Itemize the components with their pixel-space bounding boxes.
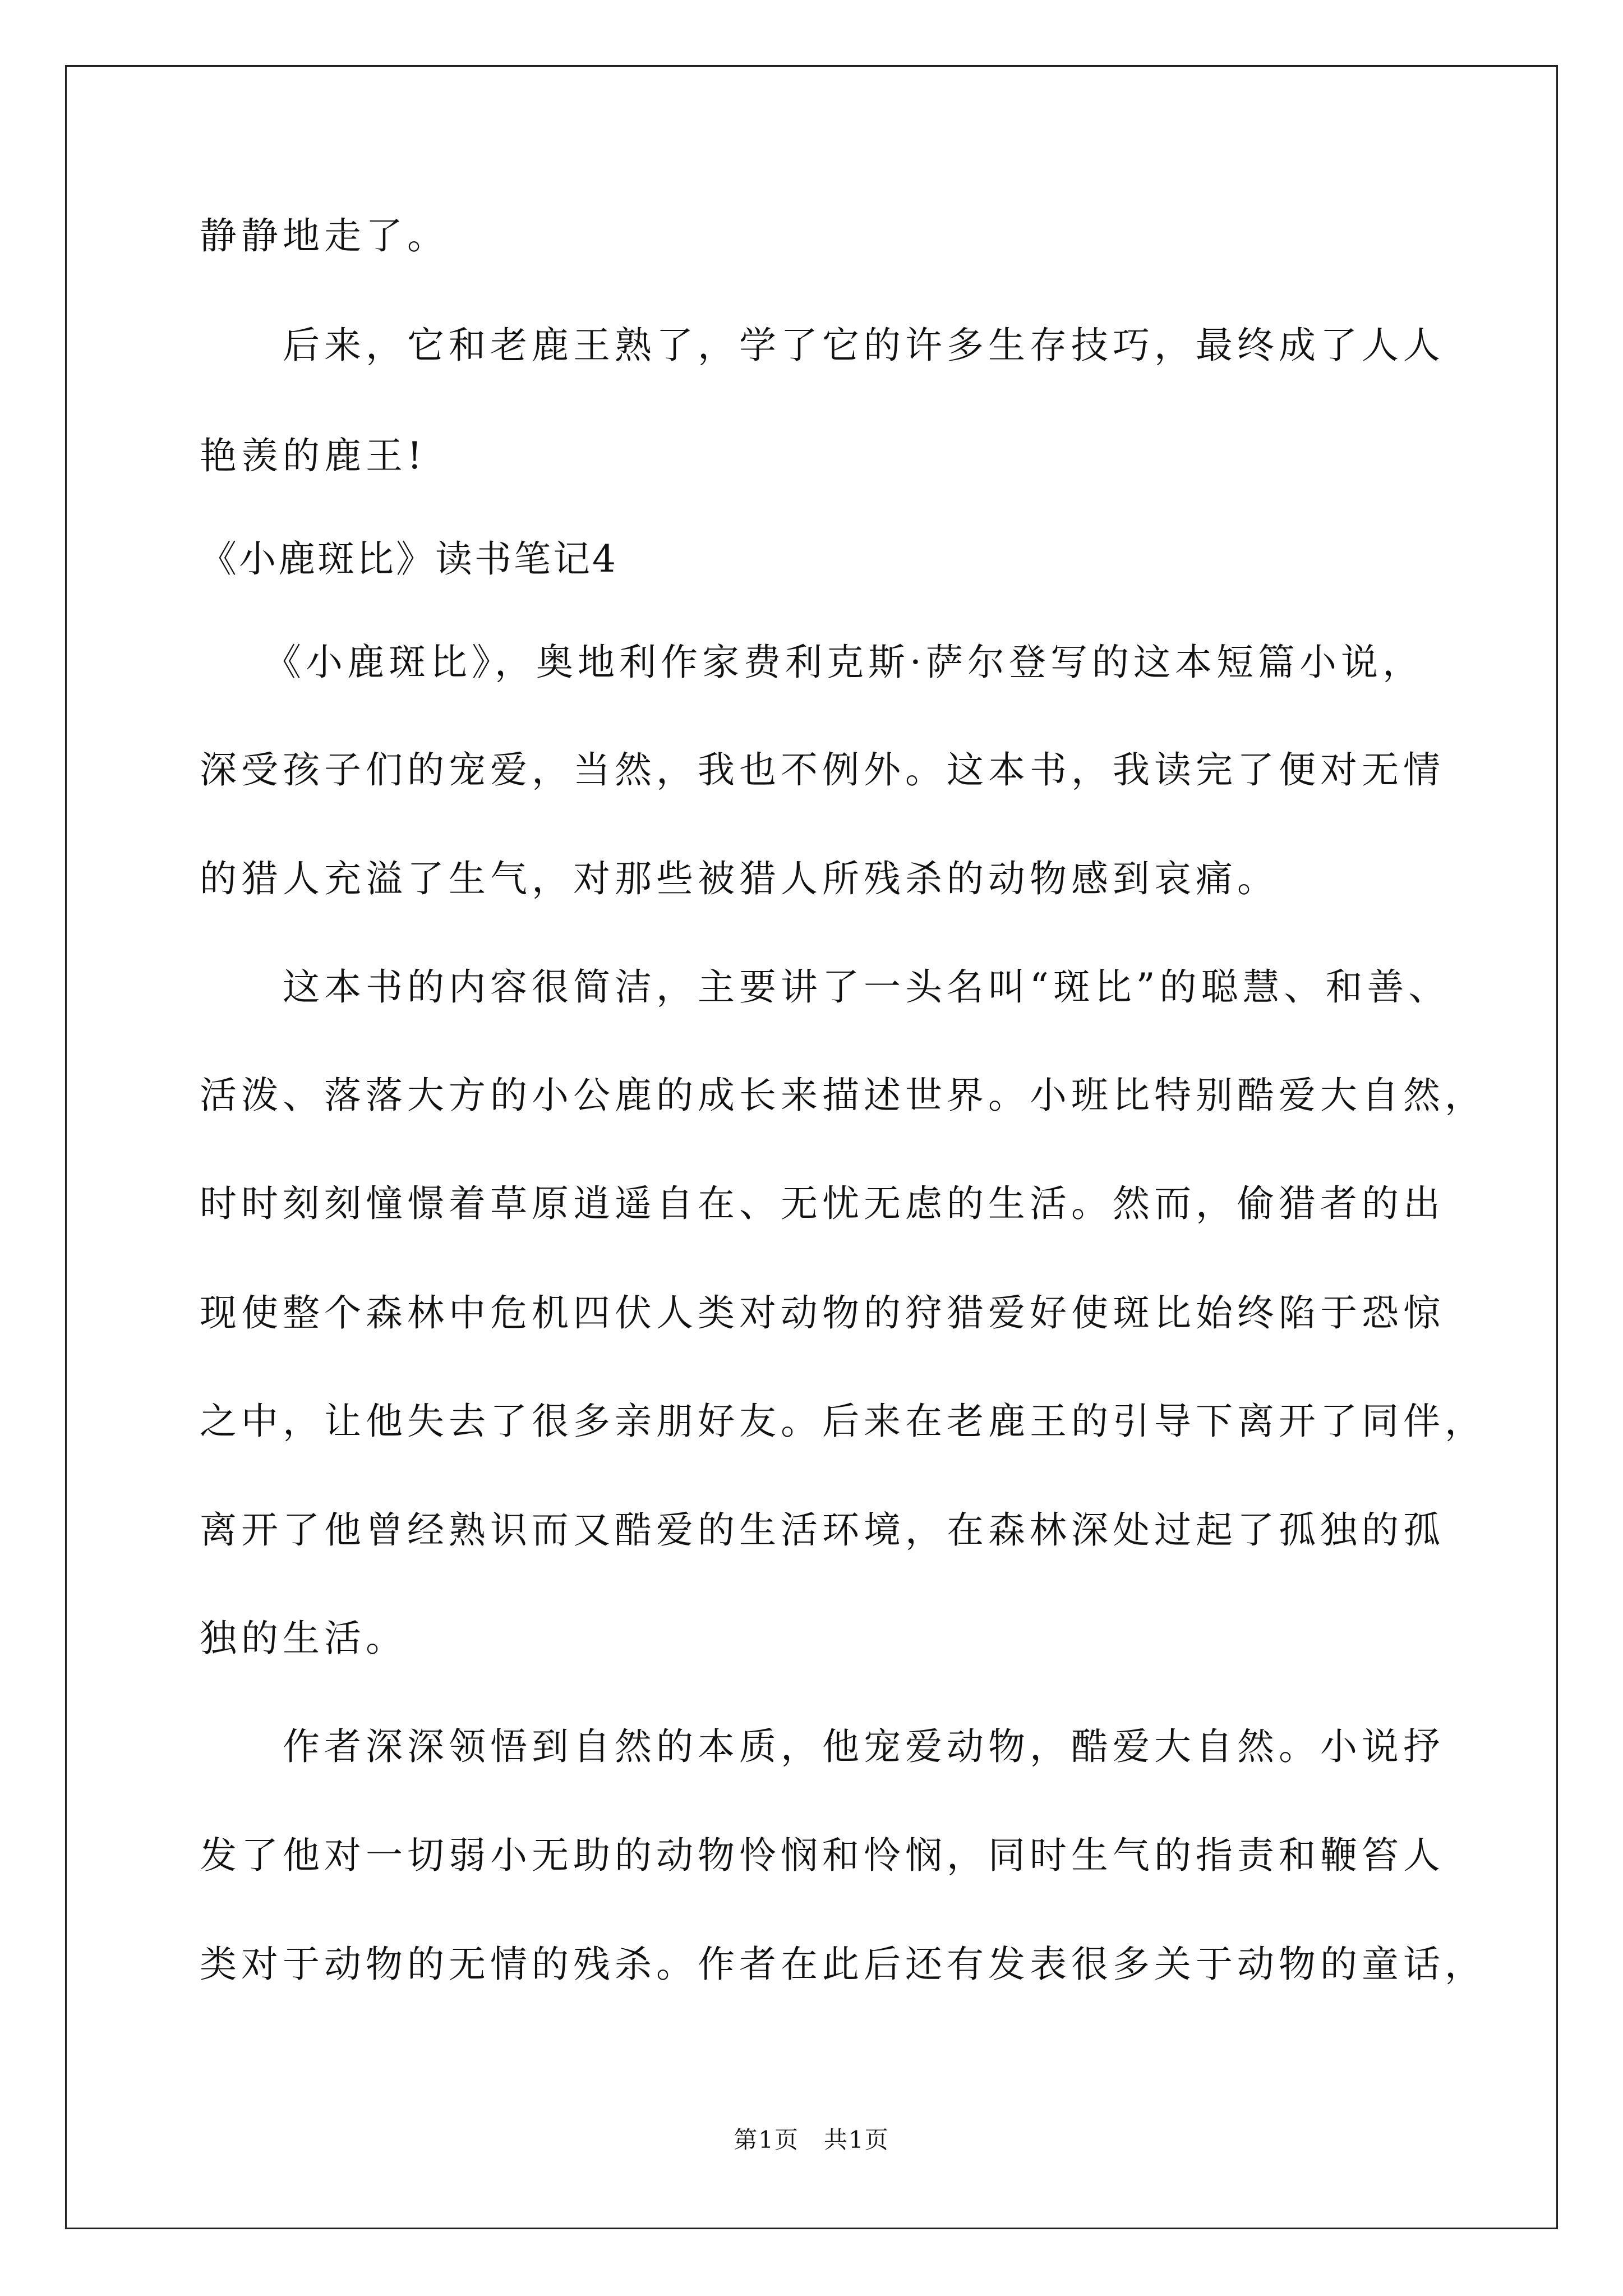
- paragraph-line: 艳羡的鹿王!: [200, 434, 427, 477]
- paragraph-line: 类对于动物的无情的残杀。作者在此后还有发表很多关于动物的童话，: [200, 1943, 1486, 1986]
- paragraph-line: 《小鹿斑比》，奥地利作家费利克斯·萨尔登写的这本短篇小说，: [200, 641, 1424, 684]
- paragraph-line: 之中，让他失去了很多亲朋好友。后来在老鹿王的引导下离开了同伴，: [200, 1400, 1486, 1443]
- paragraph-line: 这本书的内容很简洁，主要讲了一头名叫“斑比”的聪慧、和善、: [200, 965, 1450, 1009]
- paragraph-line: 离开了他曾经熟识而又酷爱的生活环境，在森林深处过起了孤独的孤: [200, 1508, 1445, 1552]
- paragraph-line: 静静地走了。: [200, 214, 449, 257]
- paragraph-line: 独的生活。: [200, 1617, 407, 1660]
- paragraph-line: 作者深深领悟到自然的本质，他宠爱动物，酷爱大自然。小说抒: [200, 1725, 1445, 1768]
- page-number-footer: 第1页 共1页: [734, 2126, 889, 2154]
- paragraph-line: 发了他对一切弱小无助的动物怜悯和怜悯，同时生气的指责和鞭笞人: [200, 1834, 1445, 1877]
- paragraph-line: 后来，它和老鹿王熟了，学了它的许多生存技巧，最终成了人人: [200, 324, 1445, 367]
- paragraph-line: 深受孩子们的宠爱，当然，我也不例外。这本书，我读完了便对无情: [200, 748, 1445, 792]
- section-heading: 《小鹿斑比》读书笔记4: [200, 537, 618, 581]
- paragraph-line: 时时刻刻憧憬着草原逍遥自在、无忧无虑的生活。然而，偷猎者的出: [200, 1182, 1445, 1225]
- page-border: [65, 65, 1558, 2229]
- paragraph-line: 现使整个森林中危机四伏人类对动物的狩猎爱好使斑比始终陷于恐惊: [200, 1291, 1445, 1335]
- paragraph-line: 的猎人充溢了生气，对那些被猎人所残杀的动物感到哀痛。: [200, 857, 1279, 900]
- paragraph-line: 活泼、落落大方的小公鹿的成长来描述世界。小班比特别酷爱大自然，: [200, 1074, 1486, 1117]
